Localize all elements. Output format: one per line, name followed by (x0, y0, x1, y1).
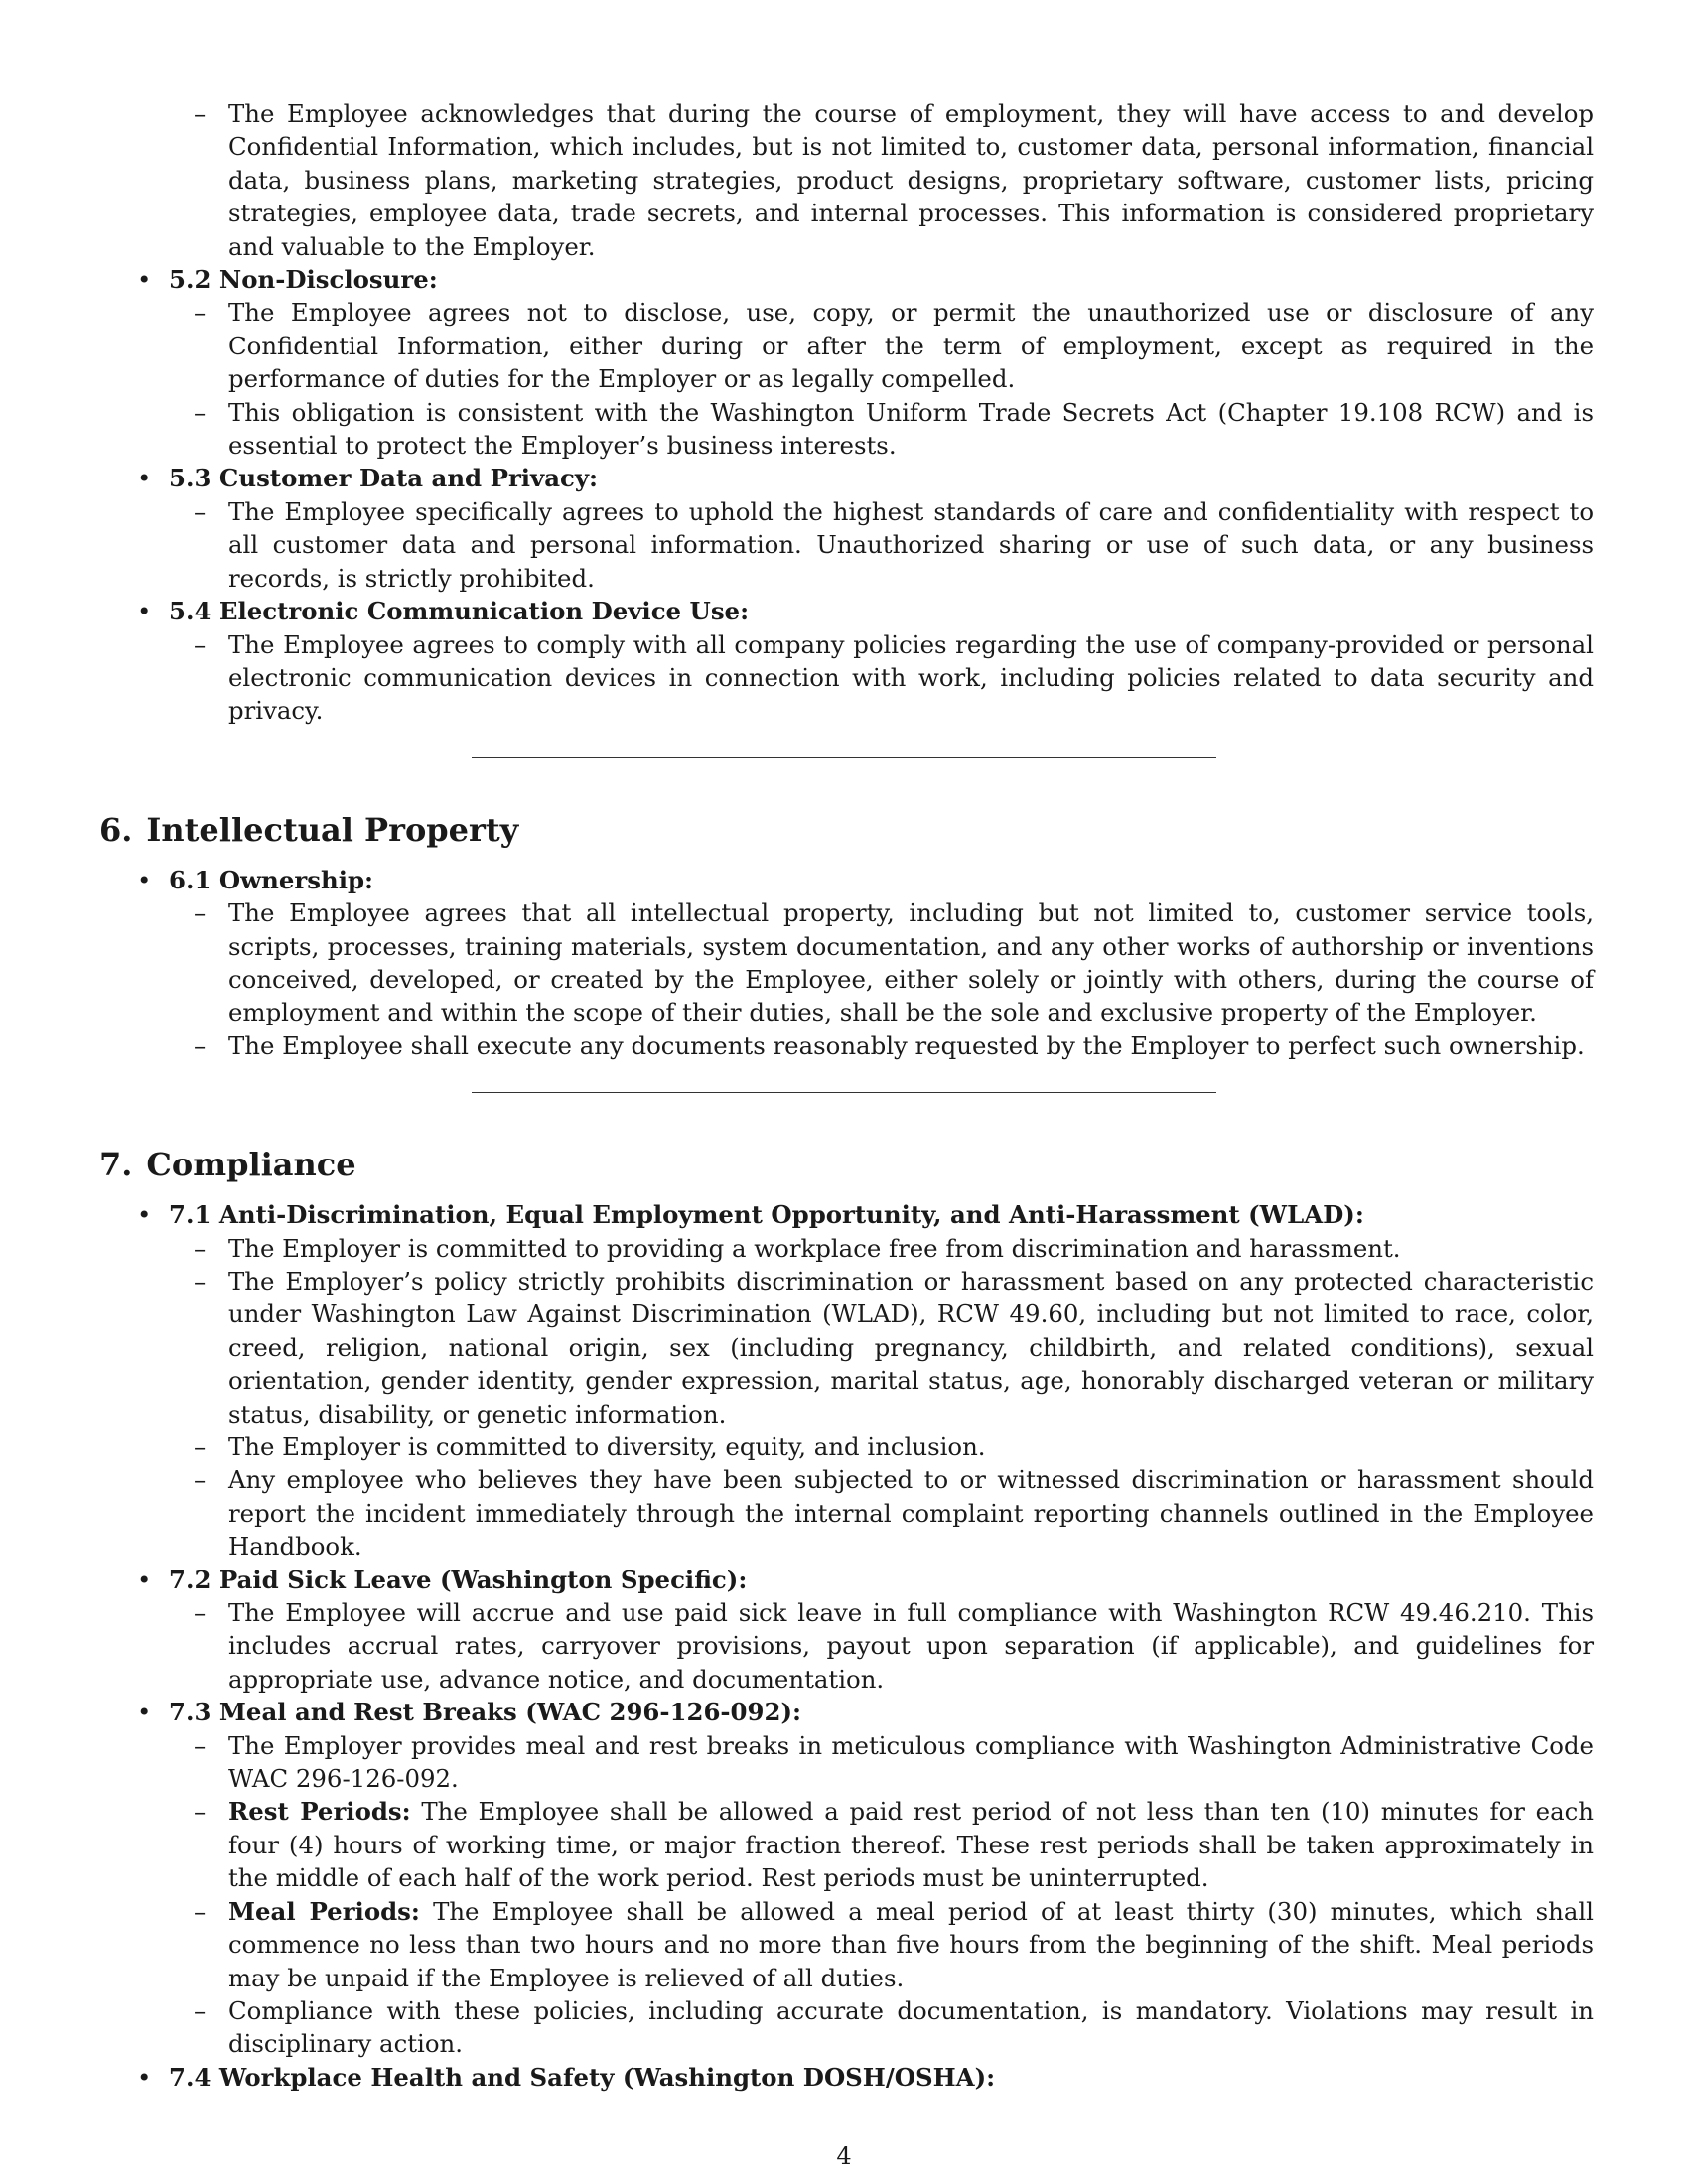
dash-marker: – (194, 1995, 207, 2025)
dash-marker: – (194, 1433, 207, 1461)
sub-item (99, 1232, 1594, 1265)
sub-item-text: The Employee agrees that all intellectual property, including but not limited to, customer service tools, scripts, processes, training materials, system documentation, and any other works of authorship or inventions conceived, developed, or created by the Employee, either solely or jointly with others, during the course of employment and within the scope of their duties, shall be the sole and exclusive property of the Employer. (228, 898, 1594, 1027)
dash-marker: – (194, 629, 207, 659)
dash-marker: – (194, 496, 207, 526)
sub-item-text: The Employee acknowledges that during the course of employment, they will have access to and develop Confidential Information, which includes, but is not limited to, customer data, personal information, financial data, business plans, marketing strategies, product designs, proprietary software, customer lists, pricing strategies, employee data, trade secrets, and internal processes. This information is considered proprietary and valuable to the Employer. (228, 99, 1594, 261)
page-number: 4 (836, 2142, 852, 2170)
sub-item (99, 1596, 1594, 1696)
bullet-marker: • (137, 464, 152, 493)
section-divider (472, 757, 1216, 758)
sub-item-text: The Employee shall be allowed a meal period of at least thirty (30) minutes, which shall commence no less than two hours and no more than five hours from the beginning of the shift. Meal periods may be unpaid if the Employee is relieved of all duties. (228, 1896, 1594, 1992)
bullet-heading-text: 7.3 Meal and Rest Breaks (WAC 296-126-092): (169, 1698, 802, 1727)
dash-marker: – (194, 397, 207, 427)
sub-item (99, 896, 1594, 1029)
sub-item-text: The Employee shall execute any documents reasonably requested by the Employer to perfect such ownership. (228, 1030, 1585, 1060)
bullet-marker: • (137, 1698, 152, 1727)
section-number: 7. (99, 1146, 133, 1184)
sub-item (99, 1431, 1594, 1463)
sub-item (99, 628, 1594, 728)
bullet-marker: • (137, 865, 152, 894)
bullet-heading-text: 6.1 Ownership: (169, 865, 374, 894)
bullet-heading-text: 5.4 Electronic Communication Device Use: (169, 597, 750, 626)
sub-item-text: Compliance with these policies, including accurate documentation, is mandatory. Violations may result in disciplinary action. (228, 1995, 1594, 2059)
sub-item (99, 1795, 1594, 1894)
sub-item-text: The Employee shall be allowed a paid rest period of not less than ten (10) minutes for each four (4) hours of working time, or major fraction thereof. These rest periods shall be taken approximately in the middle of each half of the work period. Rest periods must be uninterrupted. (228, 1797, 1594, 1893)
dash-marker: – (194, 1598, 207, 1628)
sub-item (99, 1729, 1594, 1796)
section-title-text: Intellectual Property (146, 810, 519, 849)
sub-item-text: The Employee agrees not to disclose, use, copy, or permit the unauthorized use or disclosure of any Confidential Information, either during or after the term of employment, except as required in the performance of duties for the Employer or as legally compelled. (228, 298, 1594, 394)
sub-item-text: The Employer provides meal and rest breaks in meticulous compliance with Washington Administrative Code WAC 296-126-092. (228, 1730, 1594, 1794)
bullet-marker: • (137, 597, 152, 626)
bullet-heading (99, 1564, 1594, 1596)
dash-marker: – (194, 99, 207, 128)
dash-marker: – (194, 298, 207, 328)
dash-marker: – (194, 1797, 207, 1827)
inline-label: Meal Periods: (228, 1896, 420, 1926)
inline-label: Rest Periods: (228, 1797, 411, 1827)
sub-item-text: The Employer’s policy strictly prohibits discrimination or harassment based on any protected characteristic under Washington Law Against Discrimination (WLAD), RCW 49.60, including but not limited to race, color, creed, religion, national origin, sex (including pregnancy, childbirth, and related conditions), sexual orientation, gender identity, gender expression, marital status, age, honorably discharged veteran or military status, disability, or genetic information. (228, 1266, 1594, 1429)
sub-item (99, 1463, 1594, 1563)
sub-item (99, 396, 1594, 463)
bullet-marker: • (137, 1565, 152, 1594)
sub-item (99, 97, 1594, 263)
dash-marker: – (194, 1233, 207, 1263)
sub-item-text: Any employee who believes they have been subjected to or witnessed discrimination or harassment should report the incident immediately through the internal complaint reporting channels outlined in the Employee Handbook. (228, 1465, 1594, 1562)
bullet-heading (99, 2061, 1594, 2094)
sub-item (99, 1994, 1594, 2061)
bullet-heading-text: 7.2 Paid Sick Leave (Washington Specific): (169, 1565, 748, 1594)
section-number: 6. (99, 810, 133, 849)
dash-marker: – (194, 1266, 207, 1296)
sub-item-text: The Employer is committed to diversity, equity, and inclusion. (228, 1433, 986, 1461)
bullet-heading (99, 263, 1594, 296)
dash-marker: – (194, 1730, 207, 1760)
sub-item-text: This obligation is consistent with the Washington Uniform Trade Secrets Act (Chapter 19.108 RCW) and is essential to protect the Employer’s business interests. (228, 397, 1594, 461)
sub-item (99, 296, 1594, 395)
sub-item-text: The Employer is committed to providing a workplace free from discrimination and harassment. (228, 1233, 1401, 1263)
dash-marker: – (194, 1896, 207, 1926)
dash-marker: – (194, 898, 207, 928)
bullet-heading (99, 864, 1594, 896)
bullet-heading (99, 462, 1594, 494)
bullet-marker: • (137, 1200, 152, 1230)
sub-item (99, 495, 1594, 595)
bullet-heading-text: 7.1 Anti-Discrimination, Equal Employment Opportunity, and Anti-Harassment (WLAD): (169, 1200, 1364, 1230)
sub-item (99, 1029, 1594, 1062)
section-title-text: Compliance (146, 1146, 356, 1184)
sub-item-text: The Employee will accrue and use paid sick leave in full compliance with Washington RCW 49.46.210. This includes accrual rates, carryover provisions, payout upon separation (if applicable), and guidelines for appropriate use, advance notice, and documentation. (228, 1598, 1594, 1694)
section-title (99, 1145, 1594, 1184)
section-title (99, 810, 1594, 850)
sub-item (99, 1265, 1594, 1431)
bullet-heading (99, 1198, 1594, 1231)
dash-marker: – (194, 1030, 207, 1060)
sub-item-text: The Employee agrees to comply with all company policies regarding the use of company-provided or personal electronic communication devices in connection with work, including policies related to data security and privacy. (228, 629, 1594, 726)
dash-marker: – (194, 1465, 207, 1495)
sub-item (99, 1895, 1594, 1994)
bullet-heading-text: 5.3 Customer Data and Privacy: (169, 464, 599, 493)
page-content (99, 97, 1594, 2094)
section-divider (472, 1092, 1216, 1093)
bullet-heading-text: 7.4 Workplace Health and Safety (Washington DOSH/OSHA): (169, 2062, 996, 2092)
bullet-heading (99, 595, 1594, 627)
sub-item-text: The Employee specifically agrees to uphold the highest standards of care and confidentiality with respect to all customer data and personal information. Unauthorized sharing or use of such data, or any business records, is strictly prohibited. (228, 496, 1594, 593)
bullet-heading-text: 5.2 Non-Disclosure: (169, 265, 438, 295)
bullet-heading (99, 1696, 1594, 1728)
bullet-marker: • (137, 265, 152, 295)
bullet-marker: • (137, 2062, 152, 2092)
